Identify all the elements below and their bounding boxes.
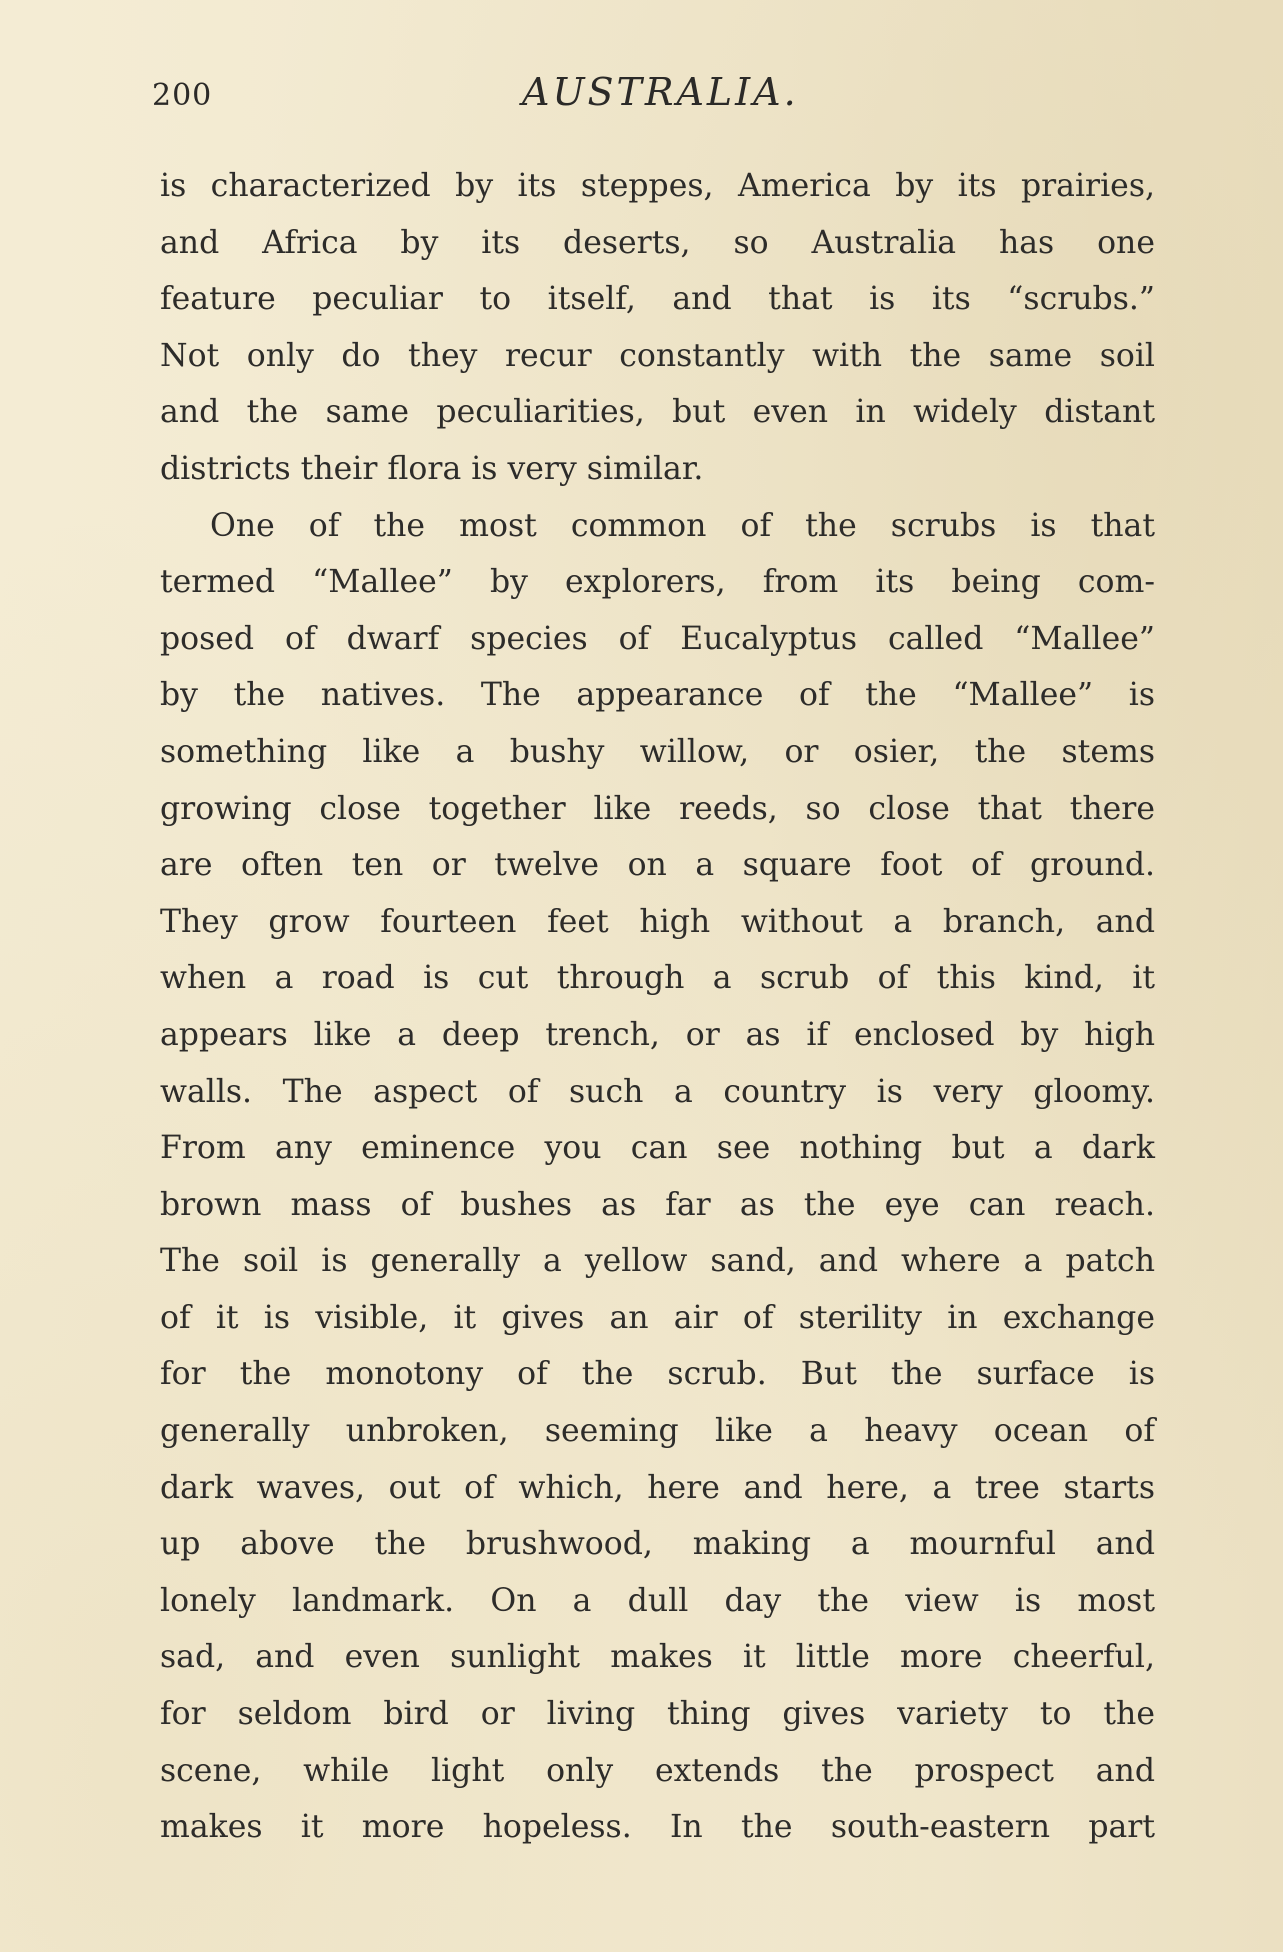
page-number: 200: [152, 78, 213, 113]
text-line: scene, while light only extends the prospect and: [160, 1752, 1155, 1789]
text-line: From any eminence you can see nothing but a dark: [160, 1130, 1155, 1167]
text-line: by the natives. The appearance of the “Mallee” is: [160, 677, 1155, 714]
text-line: generally unbroken, seeming like a heavy ocean of: [160, 1413, 1155, 1450]
text-line: for the monotony of the scrub. But the surface is: [160, 1356, 1155, 1393]
text-line: posed of dwarf species of Eucalyptus called “Mallee”: [160, 620, 1155, 657]
text-line: appears like a deep trench, or as if enclosed by high: [160, 1016, 1155, 1053]
text-line: are often ten or twelve on a square foot of ground.: [160, 847, 1155, 884]
text-line: and the same peculiarities, but even in widely distant: [160, 394, 1155, 431]
page-header: [152, 64, 1162, 120]
text-line: is characterized by its steppes, America by its prairies,: [160, 168, 1155, 204]
running-head: AUSTRALIA.: [522, 70, 799, 114]
text-line: Not only do they recur constantly with the same soil: [160, 337, 1155, 374]
text-line: growing close together like reeds, so close that there: [160, 790, 1155, 827]
text-line: brown mass of bushes as far as the eye can reach.: [160, 1186, 1155, 1223]
text-line: They grow fourteen feet high without a branch, and: [160, 903, 1155, 940]
text-line: termed “Mallee” by explorers, from its being com-: [160, 564, 1155, 601]
text-line: The soil is generally a yellow sand, and where a patch: [160, 1243, 1155, 1280]
text-line: One of the most common of the scrubs is that: [210, 507, 1155, 544]
text-line: sad, and even sunlight makes it little more cheerful,: [160, 1639, 1155, 1676]
text-line: walls. The aspect of such a country is very gloomy.: [160, 1073, 1155, 1110]
text-line: makes it more hopeless. In the south-eastern part: [160, 1809, 1155, 1846]
text-line: for seldom bird or living thing gives variety to the: [160, 1696, 1155, 1733]
text-line: up above the brushwood, making a mournful and: [160, 1526, 1155, 1563]
text-line: when a road is cut through a scrub of this kind, it: [160, 960, 1155, 997]
text-line: dark waves, out of which, here and here, a tree starts: [160, 1469, 1155, 1506]
text-line: districts their flora is very similar.: [160, 450, 704, 487]
text-line: and Africa by its deserts, so Australia has one: [160, 224, 1155, 261]
body-text: [160, 158, 1155, 1856]
text-line: lonely landmark. On a dull day the view is most: [160, 1582, 1155, 1619]
text-line: of it is visible, it gives an air of sterility in exchange: [160, 1299, 1155, 1336]
text-line: feature peculiar to itself, and that is its “scrubs.”: [160, 281, 1155, 318]
text-line: something like a bushy willow, or osier, the stems: [160, 733, 1155, 770]
